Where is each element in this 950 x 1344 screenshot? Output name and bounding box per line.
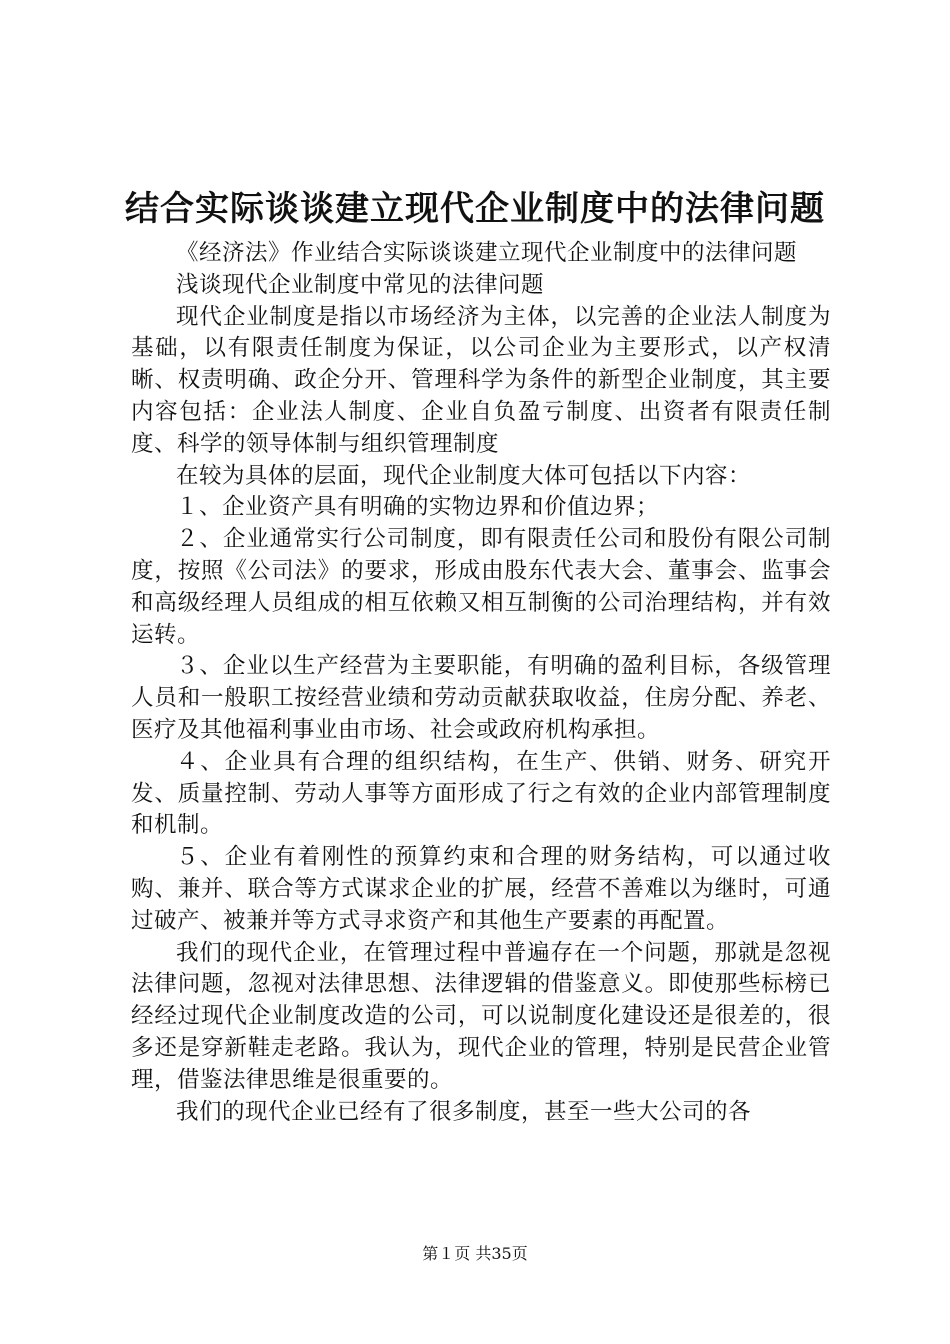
paragraph: ５、企业有着刚性的预算约束和合理的财务结构，可以通过收购、兼并、联合等方式谋求企业的扩展，经营不善难以为继时，可通过破产、被兼并等方式寻求资产和其他生产要素的再配置。 — [131, 844, 831, 934]
paragraph: ２、企业通常实行公司制度，即有限责任公司和股份有限公司制度，按照《公司法》的要求，形成由股东代表大会、董事会、监事会和高级经理人员组成的相互依赖又相互制衡的公司治理结构，并有效运转。 — [131, 526, 831, 648]
document-title: 结合实际谈谈建立现代企业制度中的法律问题 — [125, 189, 825, 229]
paragraph: ４、企业具有合理的组织结构，在生产、供销、财务、研究开发、质量控制、劳动人事等方面形成了行之有效的企业内部管理制度和机制。 — [131, 748, 831, 839]
page-number-footer: 第１页 共35页 — [422, 1244, 528, 1263]
paragraph: １、企业资产具有明确的实物边界和价值边界； — [176, 494, 660, 521]
paragraph: 我们的现代企业已经有了很多制度，甚至一些大公司的各 — [176, 1098, 752, 1125]
paragraph: 我们的现代企业，在管理过程中普遍存在一个问题，那就是忽视法律问题，忽视对法律思想、法律逻辑的借鉴意义。即使那些标榜已经经过现代企业制度改造的公司，可以说制度化建设还是很差的，很多还是穿新鞋走老路。我认为，现代企业的管理，特别是民营企业管理，借鉴法律思维是很重要的。 — [131, 939, 831, 1093]
paragraph: 在较为具体的层面，现代企业制度大体可包括以下内容： — [176, 462, 752, 489]
paragraph: ３、企业以生产经营为主要职能，有明确的盈利目标，各级管理人员和一般职工按经营业绩和劳动贡献获取收益，住房分配、养老、医疗及其他福利事业由市场、社会或政府机构承担。 — [131, 653, 831, 743]
document-body — [131, 238, 831, 1128]
paragraph: 《经济法》作业结合实际谈谈建立现代企业制度中的法律问题 — [176, 240, 798, 266]
paragraph: 浅谈现代企业制度中常见的法律问题 — [176, 271, 545, 298]
paragraph: 现代企业制度是指以市场经济为主体，以完善的企业法人制度为基础，以有限责任制度为保证，以公司企业为主要形式，以产权清晰、权责明确、政企分开、管理科学为条件的新型企业制度，其主要内容包括：企业法人制度、企业自负盈亏制度、出资者有限责任制度、科学的领导体制与组织管理制度 — [131, 303, 831, 457]
